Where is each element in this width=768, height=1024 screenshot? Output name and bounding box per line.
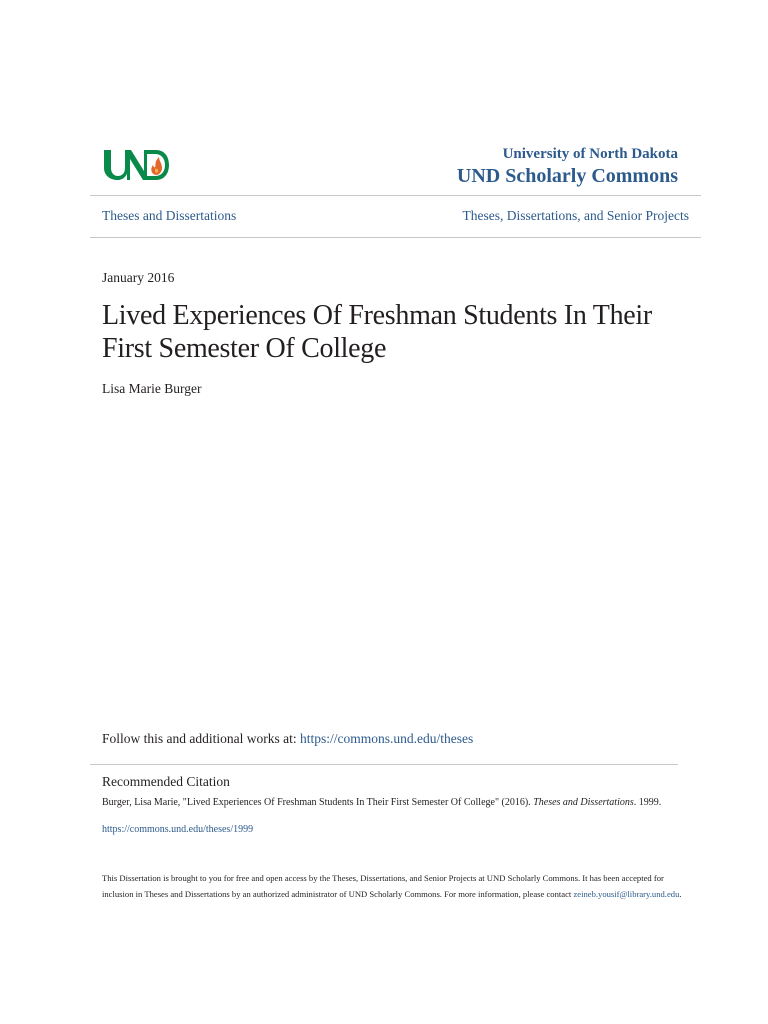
divider (90, 764, 678, 765)
citation-url-link[interactable]: https://commons.und.edu/theses/1999 (102, 824, 254, 835)
parent-collection-link[interactable]: Theses, Dissertations, and Senior Projects (462, 208, 689, 223)
collection-link[interactable]: Theses and Dissertations (102, 208, 237, 223)
contact-email-link[interactable]: zeineb.yousif@library.und.edu (573, 888, 680, 899)
collection-url-link[interactable]: https://commons.und.edu/theses (300, 731, 474, 746)
citation-text (102, 796, 672, 810)
follow-line (102, 731, 473, 747)
notice-text: This Dissertation is brought to you for free and open access by the Theses, Dissertations, and Senior Projects at UND Scholarly Commons. It has been accepted for inclusion in Theses and Dissertations by an authorized administrator of UND Scholarly Commons. For more information, please contact (102, 873, 664, 899)
recommended-citation-heading: Recommended Citation (102, 774, 230, 789)
follow-prefix: Follow this and additional works at: (102, 731, 300, 746)
publication-date: January 2016 (102, 270, 175, 285)
document-title: Lived Experiences Of Freshman Students In Their First Semester Of College (102, 300, 652, 364)
citation-tail: . 1999. (633, 797, 662, 808)
citation-series: Theses and Dissertations (533, 797, 634, 808)
access-notice (102, 871, 682, 902)
institution-block (457, 145, 678, 189)
institution-name[interactable]: University of North Dakota (502, 146, 678, 162)
repository-name[interactable]: UND Scholarly Commons (456, 165, 678, 187)
citation-main: Burger, Lisa Marie, "Lived Experiences Of Freshman Students In Their First Semester Of College" (2016). (102, 797, 534, 808)
divider (90, 195, 701, 196)
notice-end: . (679, 888, 682, 899)
author-name: Lisa Marie Burger (102, 381, 202, 396)
und-logo (102, 146, 170, 182)
divider (90, 237, 701, 238)
